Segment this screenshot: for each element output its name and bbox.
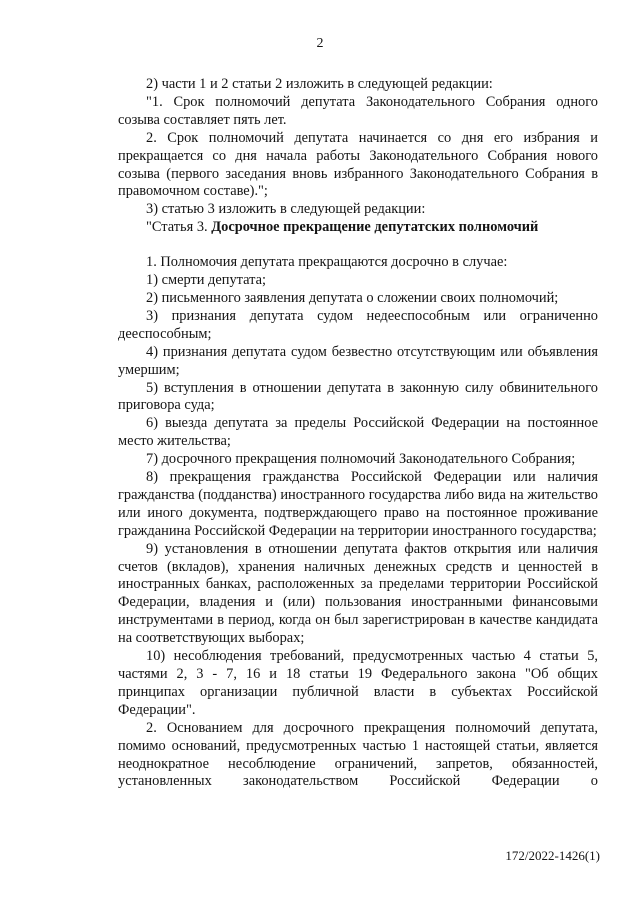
article-heading-prefix: "Статья 3. bbox=[146, 219, 212, 236]
paragraph: 2. Срок полномочий депутата начинается со дня его избрания и прекращается со дня начала работы Законодательного Собрания нового созыва (первого заседания вновь избранного Законодательного Собрания в правомочном составе)."; bbox=[118, 129, 598, 200]
paragraph: "1. Срок полномочий депутата Законодательного Собрания одного созыва составляет пять лет. bbox=[118, 93, 598, 128]
blank-line bbox=[118, 237, 598, 254]
paragraph: 2. Основанием для досрочного прекращения полномочий депутата, помимо оснований, предусмотренных частью 1 настоящей статьи, является неоднократное несоблюдение ограничений, запретов, обязанностей, установленных законодательством Российской Федерации о bbox=[118, 719, 598, 790]
list-item: 8) прекращения гражданства Российской Федерации или наличия гражданства (подданства) иностранного государства либо вида на жительство или иного документа, подтверждающего право на постоянное проживание гражданина Российской Федерации на территории иностранного государства; bbox=[118, 469, 598, 539]
list-item: 4) признания депутата судом безвестно отсутствующим или объявления умершим; bbox=[118, 343, 598, 378]
list-item: 3) признания депутата судом недееспособным или ограниченно дееспособным; bbox=[118, 307, 598, 342]
article-heading bbox=[118, 219, 598, 237]
list-item: 1) смерти депутата; bbox=[146, 272, 266, 289]
list-item: 10) несоблюдения требований, предусмотренных частью 4 статьи 5, частями 2, 3 - 7, 16 и 18 статьи 19 Федерального закона "Об общих принципах организации публичной власти в субъектах Российской Федерации". bbox=[118, 648, 598, 718]
list-item: 2) письменного заявления депутата о сложении своих полномочий; bbox=[146, 289, 559, 306]
document-code: 172/2022-1426(1) bbox=[505, 848, 600, 863]
paragraph: 2) части 1 и 2 статьи 2 изложить в следующей редакции: bbox=[146, 76, 493, 92]
list-item: 6) выезда депутата за пределы Российской Федерации на постоянное место жительства; bbox=[118, 415, 598, 450]
paragraph: 3) статью 3 изложить в следующей редакции: bbox=[146, 201, 426, 218]
list-item: 7) досрочного прекращения полномочий Законодательного Собрания; bbox=[146, 451, 576, 468]
paragraph: 1. Полномочия депутата прекращаются досрочно в случае: bbox=[146, 254, 508, 271]
document-body bbox=[118, 76, 598, 791]
page-number: 2 bbox=[316, 36, 324, 51]
article-heading-title: Досрочное прекращение депутатских полномочий bbox=[211, 219, 539, 236]
list-item: 9) установления в отношении депутата фактов открытия или наличия счетов (вкладов), хранения наличных денежных средств и ценностей в иностранных банках, расположенных за пределами территории Российской Федерации, владения и (или) пользования иностранными финансовыми инструментами в период, когда он был зарегистрирован в качестве кандидата на соответствующих выборах; bbox=[118, 540, 598, 647]
list-item: 5) вступления в отношении депутата в законную силу обвинительного приговора суда; bbox=[118, 379, 598, 414]
